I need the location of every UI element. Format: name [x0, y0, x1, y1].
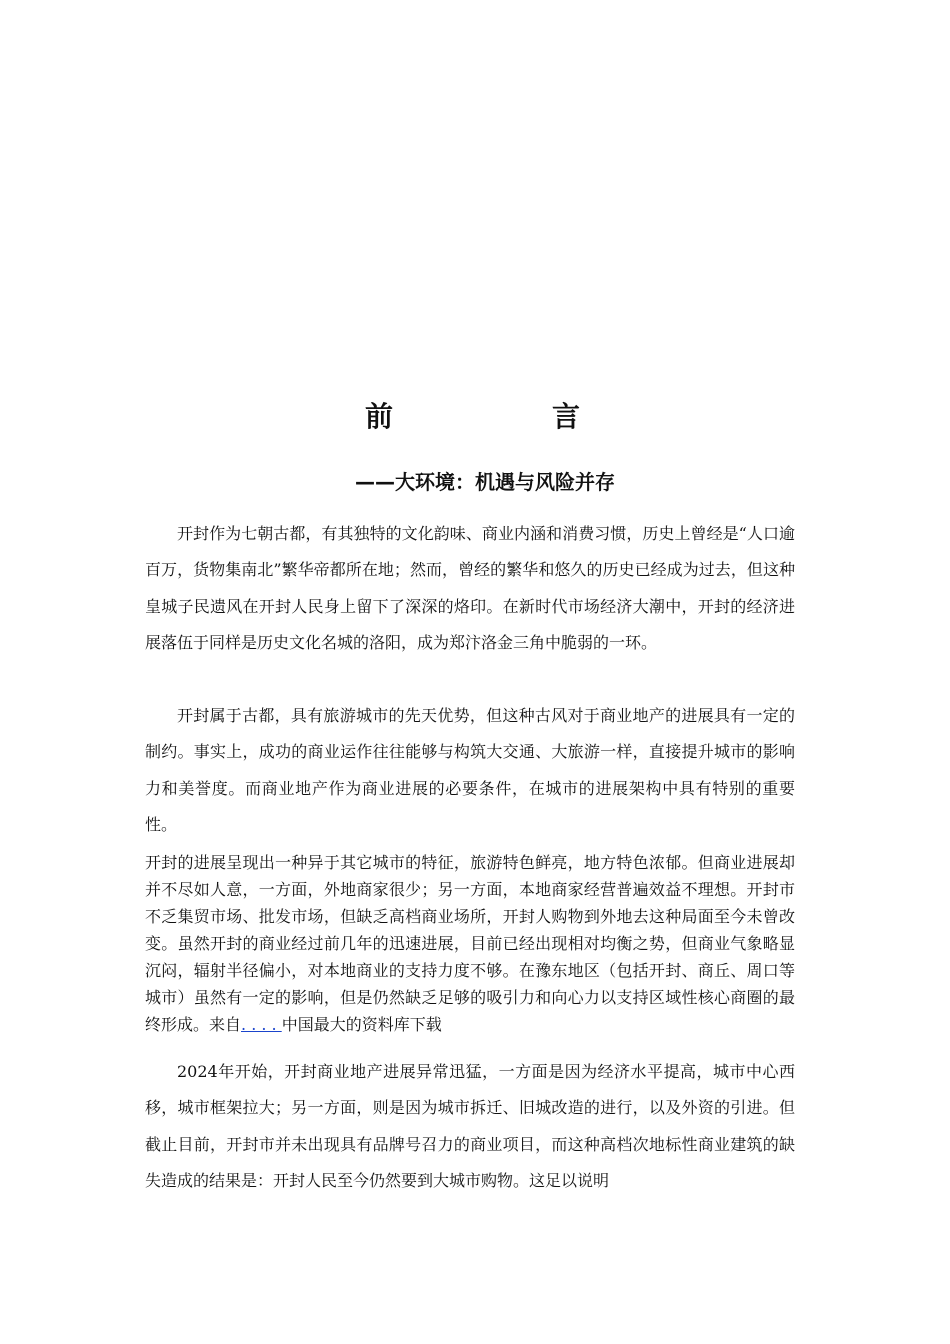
paragraph-3	[145, 849, 795, 1038]
page-title	[0, 395, 950, 439]
paragraph-4: 2024年开始，开封商业地产进展异常迅猛，一方面是因为经济水平提高，城市中心西移，城市框架拉大；另一方面，则是因为城市拆迁、旧城改造的进行，以及外资的引进。但截止目前，开封市并未出现具有品牌号召力的商业项目，而这种高档次地标性商业建筑的缺失造成的结果是：开封人民至今仍然要到大城市购物。这足以说明	[145, 1062, 795, 1191]
paragraph-1: 开封作为七朝古都，有其独特的文化韵味、商业内涵和消费习惯，历史上曾经是“人口逾百万，货物集南北”繁华帝都所在地；然而，曾经的繁华和悠久的历史已经成为过去，但这种皇城子民遗风在开封人民身上留下了深深的烙印。在新时代市场经济大潮中，开封的经济进展落伍于同样是历史文化名城的洛阳，成为郑汴洛金三角中脆弱的一环。	[145, 524, 795, 653]
paragraph-3-tail: 中国最大的资料库下载	[281, 1015, 442, 1034]
paragraph-3-text: 开封的进展呈现出一种异于其它城市的特征，旅游特色鲜亮，地方特色浓郁。但商业进展却并不尽如人意，一方面，外地商家很少；另一方面，本地商家经营普遍效益不理想。开封市不乏集贸市场、批发市场，但缺乏高档商业场所，开封人购物到外地去这种局面至今未曾改变。虽然开封的商业经过前几年的迅速进展，目前已经出现相对均衡之势，但商业气象略显沉闷，辐射半径偏小，对本地商业的支持力度不够。在豫东地区（包括开封、商丘、周口等城市）虽然有一定的影响，但是仍然缺乏足够的吸引力和向心力以支持区域性核心商圈的最终形成。来自	[145, 853, 795, 1034]
page-subtitle: ——大环境：机遇与风险并存	[355, 470, 615, 494]
title-char-1: 前	[365, 400, 394, 433]
title-char-2: 言	[552, 400, 581, 433]
paragraph-2: 开封属于古都，具有旅游城市的先天优势，但这种古风对于商业地产的进展具有一定的制约。事实上，成功的商业运作往往能够与构筑大交通、大旅游一样，直接提升城市的影响力和美誉度。而商业地产作为商业进展的必要条件，在城市的进展架构中具有特别的重要性。	[145, 706, 795, 835]
source-link[interactable]: . . . .	[241, 1015, 282, 1034]
